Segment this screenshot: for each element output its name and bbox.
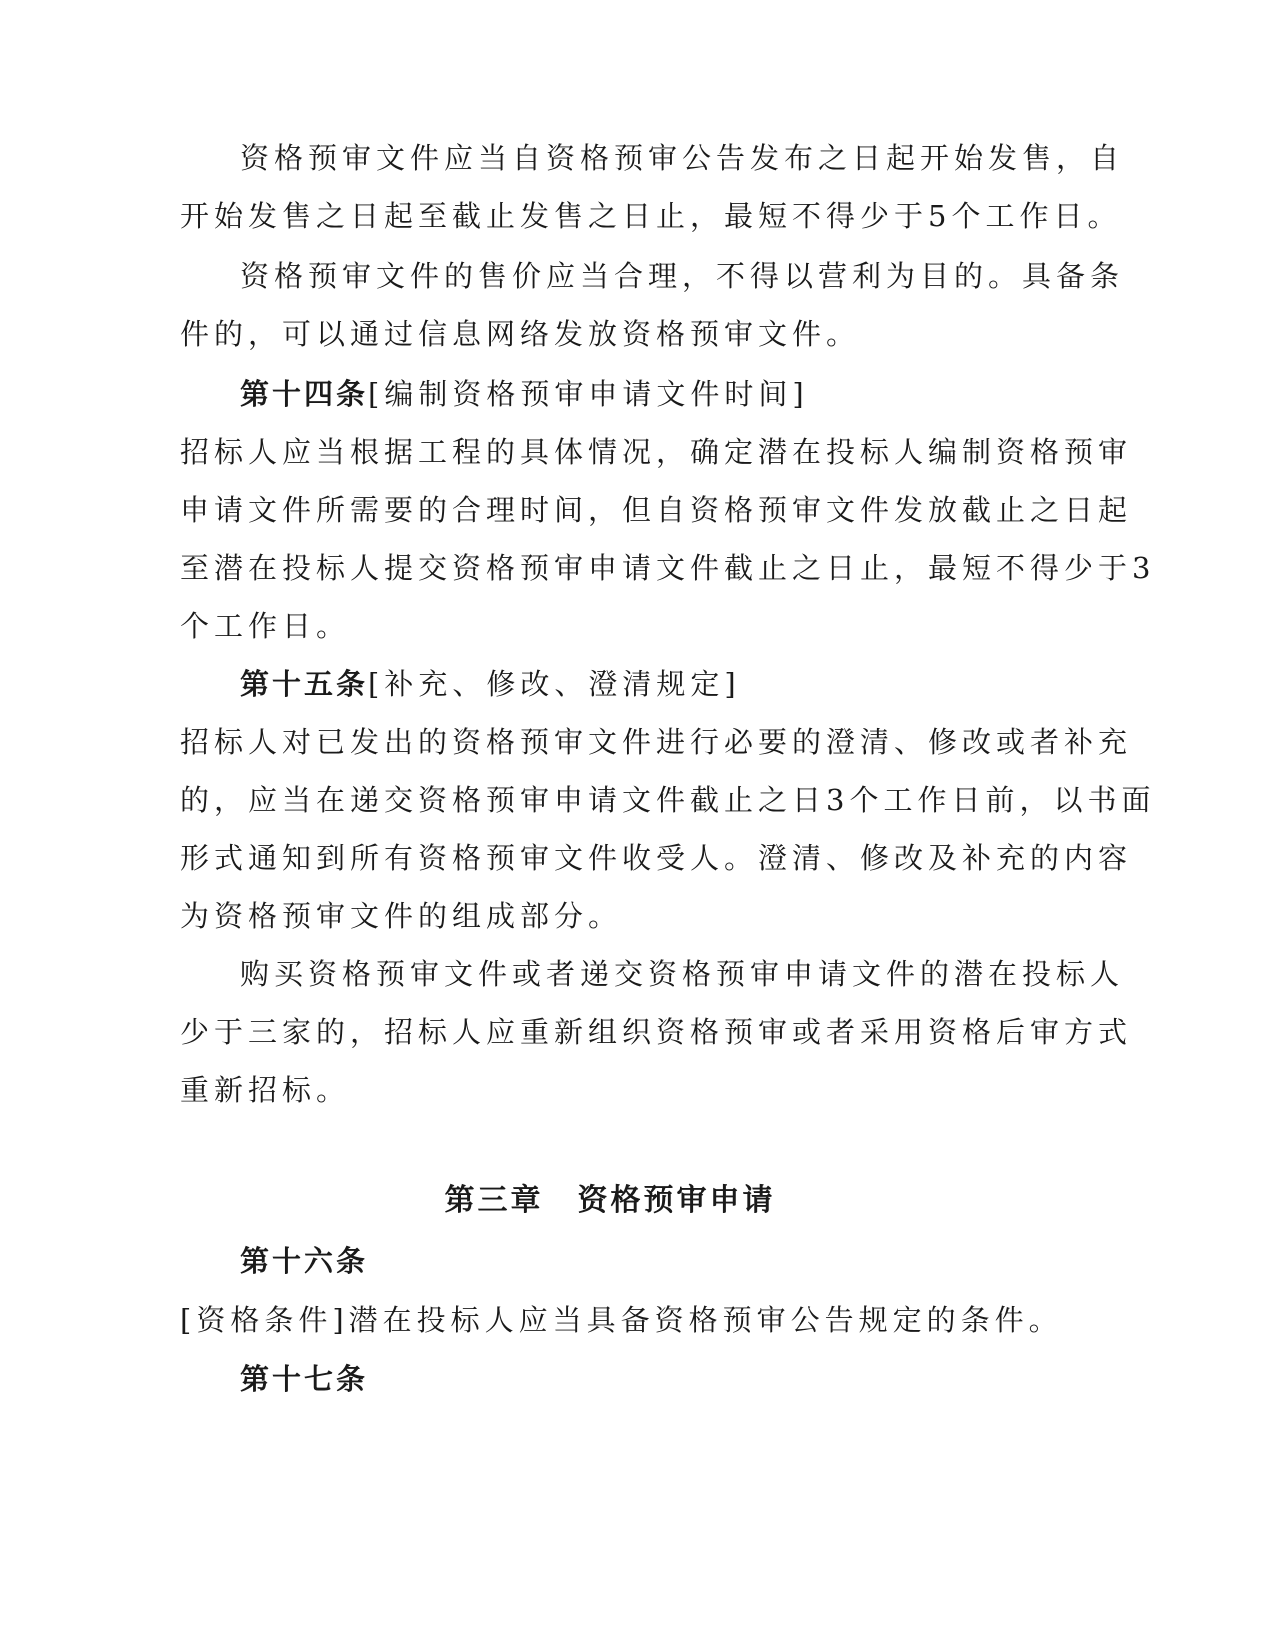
paragraph-line: 申请文件所需要的合理时间，但自资格预审文件发放截止之日起 bbox=[180, 493, 1133, 527]
article-title: [补充、修改、澄清规定] bbox=[368, 667, 741, 701]
article-15-heading bbox=[240, 664, 741, 704]
article-number: 第十四条 bbox=[240, 377, 369, 411]
paragraph-line: 件的，可以通过信息网络发放资格预审文件。 bbox=[180, 317, 861, 351]
paragraph-line: 资格预审文件的售价应当合理，不得以营利为目的。具备条 bbox=[240, 259, 1125, 293]
paragraph-line: 为资格预审文件的组成部分。 bbox=[180, 899, 623, 933]
paragraph-line: 形式通知到所有资格预审文件收受人。澄清、修改及补充的内容 bbox=[180, 841, 1133, 875]
article-16-number: 第十六条 bbox=[240, 1244, 369, 1278]
article-16-text: [资格条件]潜在投标人应当具备资格预审公告规定的条件。 bbox=[180, 1303, 1063, 1337]
article-17-number: 第十七条 bbox=[240, 1362, 369, 1396]
article-title: [编制资格预审申请文件时间] bbox=[368, 377, 809, 411]
paragraph-line: 至潜在投标人提交资格预审申请文件截止之日止，最短不得少于3 bbox=[180, 551, 1156, 585]
paragraph-line: 个工作日。 bbox=[180, 609, 351, 643]
article-number: 第十五条 bbox=[240, 667, 369, 701]
chapter-heading bbox=[180, 1181, 1040, 1221]
paragraph-line: 购买资格预审文件或者递交资格预审申请文件的潜在投标人 bbox=[240, 957, 1125, 991]
paragraph-line: 招标人应当根据工程的具体情况，确定潜在投标人编制资格预审 bbox=[180, 435, 1133, 469]
chapter-number: 第三章 bbox=[444, 1183, 544, 1218]
paragraph-line: 少于三家的，招标人应重新组织资格预审或者采用资格后审方式 bbox=[180, 1015, 1133, 1049]
paragraph-line: 重新招标。 bbox=[180, 1073, 351, 1107]
paragraph-line: 资格预审文件应当自资格预审公告发布之日起开始发售，自 bbox=[240, 141, 1125, 175]
chapter-title: 资格预审申请 bbox=[577, 1183, 776, 1218]
paragraph-line: 的，应当在递交资格预审申请文件截止之日3个工作日前，以书面 bbox=[180, 783, 1156, 817]
article-14-heading bbox=[240, 374, 809, 414]
paragraph-line: 招标人对已发出的资格预审文件进行必要的澄清、修改或者补充 bbox=[180, 725, 1133, 759]
paragraph-line: 开始发售之日起至截止发售之日止，最短不得少于5个工作日。 bbox=[180, 199, 1122, 233]
